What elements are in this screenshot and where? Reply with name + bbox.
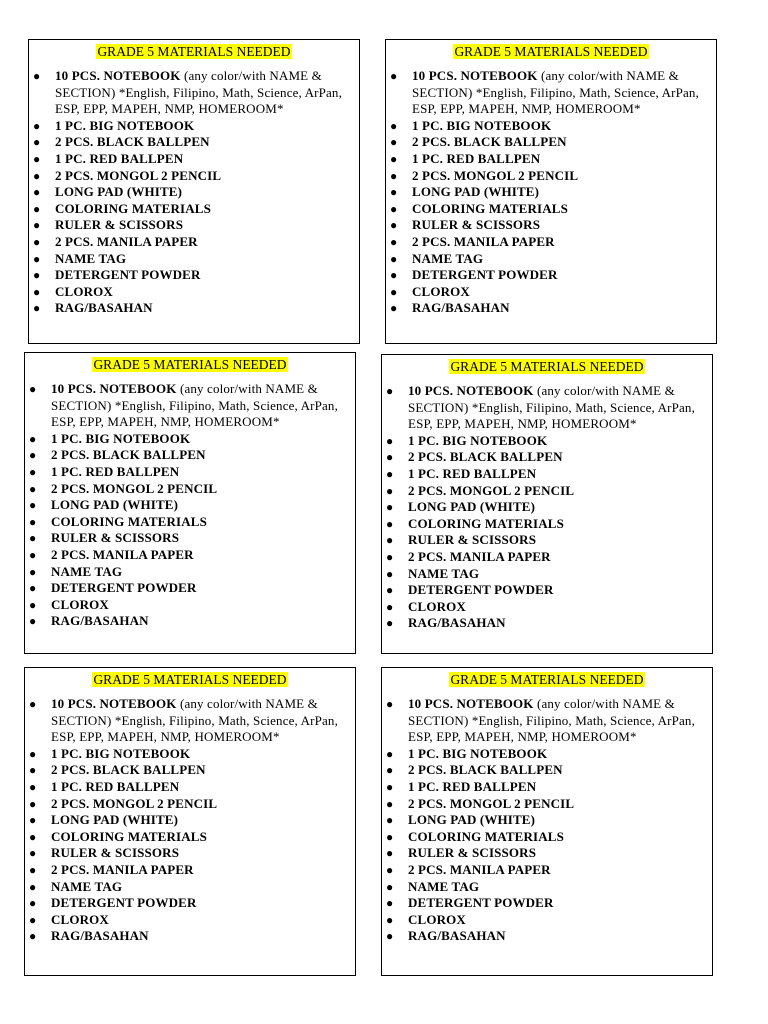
- list-item: ● LONG PAD (WHITE): [29, 812, 179, 828]
- list-item: ● 1 PC. BIG NOTEBOOK: [390, 117, 552, 133]
- list-item: ● RAG/BASAHAN: [386, 928, 506, 944]
- bullet-dot-icon: ●: [29, 763, 37, 778]
- list-item: ● RULER & SCISSORS: [29, 845, 180, 861]
- bullet-dot-icon: ●: [29, 929, 37, 944]
- bullet-dot-icon: ●: [386, 796, 394, 811]
- bullet-dot-icon: ●: [29, 431, 37, 446]
- list-item: ● 1 PC. RED BALLPEN: [386, 465, 537, 481]
- bullet-dot-icon: ●: [33, 135, 41, 150]
- list-item: ● NAME TAG: [386, 878, 480, 894]
- bullet-dot-icon: ●: [386, 533, 394, 548]
- bullet-dot-icon: ●: [29, 531, 37, 546]
- bullet-dot-icon: ●: [29, 514, 37, 529]
- materials-card-1: [28, 39, 360, 344]
- list-item: ● 10 PCS. NOTEBOOK (any color/with NAME & SECTION) *English, Filipino, Math, Science, ArPan, ESP, EPP, MAPEH, NMP, HOMEROOM*: [29, 696, 338, 745]
- bullet-dot-icon: ●: [29, 448, 37, 463]
- list-item: ● DETERGENT POWDER: [390, 267, 558, 283]
- list-item: ● DETERGENT POWDER: [386, 582, 554, 598]
- list-item: ● RULER & SCISSORS: [390, 217, 541, 233]
- bullet-dot-icon: ●: [386, 450, 394, 465]
- materials-card-4: [381, 354, 713, 654]
- list-item: ● DETERGENT POWDER: [29, 580, 197, 596]
- list-item: ● NAME TAG: [33, 250, 127, 266]
- list-item: ● 2 PCS. MONGOL 2 PENCIL: [29, 480, 218, 496]
- card-title: GRADE 5 MATERIALS NEEDED: [97, 44, 291, 59]
- list-item: ● 2 PCS. BLACK BALLPEN: [386, 449, 563, 465]
- bullet-dot-icon: ●: [386, 466, 394, 481]
- bullet-dot-icon: ●: [33, 185, 41, 200]
- bullet-dot-icon: ●: [386, 912, 394, 927]
- list-item: ● 1 PC. BIG NOTEBOOK: [386, 745, 548, 761]
- bullet-dot-icon: ●: [29, 779, 37, 794]
- bullet-dot-icon: ●: [390, 234, 398, 249]
- list-item: ● 1 PC. RED BALLPEN: [390, 150, 541, 166]
- list-item: ● 10 PCS. NOTEBOOK (any color/with NAME & SECTION) *English, Filipino, Math, Science, ArPan, ESP, EPP, MAPEH, NMP, HOMEROOM*: [33, 68, 342, 117]
- materials-list: [25, 381, 355, 630]
- card-title: GRADE 5 MATERIALS NEEDED: [450, 359, 644, 374]
- bullet-dot-icon: ●: [390, 69, 398, 83]
- materials-card-2: [385, 39, 717, 344]
- bullet-dot-icon: ●: [29, 846, 37, 861]
- list-item: ● LONG PAD (WHITE): [29, 497, 179, 513]
- list-item: ● 2 PCS. BLACK BALLPEN: [33, 134, 210, 150]
- bullet-dot-icon: ●: [33, 251, 41, 266]
- bullet-dot-icon: ●: [29, 912, 37, 927]
- list-item: ● 1 PC. BIG NOTEBOOK: [29, 745, 191, 761]
- bullet-dot-icon: ●: [386, 483, 394, 498]
- bullet-dot-icon: ●: [29, 829, 37, 844]
- bullet-dot-icon: ●: [33, 201, 41, 216]
- materials-card-3: [24, 352, 356, 654]
- bullet-dot-icon: ●: [29, 896, 37, 911]
- bullet-dot-icon: ●: [386, 433, 394, 448]
- bullet-dot-icon: ●: [390, 185, 398, 200]
- bullet-dot-icon: ●: [390, 151, 398, 166]
- list-item: ● RAG/BASAHAN: [390, 300, 510, 316]
- bullet-dot-icon: ●: [386, 862, 394, 877]
- bullet-dot-icon: ●: [390, 301, 398, 316]
- list-item: ● RAG/BASAHAN: [33, 300, 153, 316]
- bullet-dot-icon: ●: [29, 862, 37, 877]
- bullet-dot-icon: ●: [390, 218, 398, 233]
- list-item: ● COLORING MATERIALS: [29, 828, 207, 844]
- materials-card-5: [24, 667, 356, 976]
- card-title: GRADE 5 MATERIALS NEEDED: [450, 672, 644, 687]
- list-item: ● COLORING MATERIALS: [29, 513, 207, 529]
- materials-list: [382, 696, 712, 945]
- list-item: ● 2 PCS. MANILA PAPER: [33, 233, 198, 249]
- list-item: ● DETERGENT POWDER: [33, 267, 201, 283]
- bullet-dot-icon: ●: [29, 547, 37, 562]
- bullet-dot-icon: ●: [386, 583, 394, 598]
- bullet-dot-icon: ●: [33, 234, 41, 249]
- list-item: ● 2 PCS. MANILA PAPER: [386, 548, 551, 564]
- bullet-dot-icon: ●: [29, 813, 37, 828]
- list-item: ● NAME TAG: [390, 250, 484, 266]
- materials-list: [382, 383, 712, 632]
- bullet-dot-icon: ●: [386, 929, 394, 944]
- list-item: ● NAME TAG: [29, 878, 123, 894]
- list-item: ● 1 PC. BIG NOTEBOOK: [386, 432, 548, 448]
- list-item: ● CLOROX: [386, 598, 466, 614]
- list-item: ● RAG/BASAHAN: [29, 613, 149, 629]
- bullet-dot-icon: ●: [29, 796, 37, 811]
- list-item: ● 2 PCS. MONGOL 2 PENCIL: [386, 482, 575, 498]
- list-item: ● CLOROX: [29, 911, 109, 927]
- bullet-dot-icon: ●: [29, 581, 37, 596]
- materials-list: [386, 68, 716, 317]
- list-item: ● LONG PAD (WHITE): [390, 184, 540, 200]
- bullet-dot-icon: ●: [386, 599, 394, 614]
- list-item: ● CLOROX: [33, 283, 113, 299]
- list-item: ● 1 PC. BIG NOTEBOOK: [29, 430, 191, 446]
- list-item: ● COLORING MATERIALS: [386, 828, 564, 844]
- list-item: ● CLOROX: [390, 283, 470, 299]
- list-item: ● 1 PC. RED BALLPEN: [29, 463, 180, 479]
- bullet-dot-icon: ●: [29, 498, 37, 513]
- bullet-dot-icon: ●: [386, 746, 394, 761]
- bullet-dot-icon: ●: [390, 201, 398, 216]
- bullet-dot-icon: ●: [386, 829, 394, 844]
- bullet-dot-icon: ●: [386, 616, 394, 631]
- bullet-dot-icon: ●: [29, 879, 37, 894]
- card-title: GRADE 5 MATERIALS NEEDED: [93, 672, 287, 687]
- bullet-dot-icon: ●: [386, 896, 394, 911]
- bullet-dot-icon: ●: [390, 251, 398, 266]
- list-item: ● LONG PAD (WHITE): [33, 184, 183, 200]
- bullet-dot-icon: ●: [386, 697, 394, 711]
- bullet-dot-icon: ●: [386, 566, 394, 581]
- list-item: ● 2 PCS. BLACK BALLPEN: [29, 447, 206, 463]
- list-item: ● RAG/BASAHAN: [29, 928, 149, 944]
- bullet-dot-icon: ●: [390, 118, 398, 133]
- list-item: ● COLORING MATERIALS: [33, 200, 211, 216]
- bullet-dot-icon: ●: [29, 564, 37, 579]
- bullet-dot-icon: ●: [386, 846, 394, 861]
- list-item: ● 2 PCS. BLACK BALLPEN: [29, 762, 206, 778]
- list-item: ● 2 PCS. MANILA PAPER: [29, 861, 194, 877]
- card-title: GRADE 5 MATERIALS NEEDED: [454, 44, 648, 59]
- list-item: ● RULER & SCISSORS: [386, 845, 537, 861]
- list-item: ● LONG PAD (WHITE): [386, 812, 536, 828]
- bullet-dot-icon: ●: [390, 168, 398, 183]
- bullet-dot-icon: ●: [386, 384, 394, 398]
- list-item: ● 2 PCS. MANILA PAPER: [390, 233, 555, 249]
- list-item: ● COLORING MATERIALS: [386, 515, 564, 531]
- bullet-dot-icon: ●: [33, 284, 41, 299]
- bullet-dot-icon: ●: [33, 118, 41, 133]
- list-item: ● NAME TAG: [29, 563, 123, 579]
- bullet-dot-icon: ●: [33, 218, 41, 233]
- list-item: ● RAG/BASAHAN: [386, 615, 506, 631]
- list-item: ● LONG PAD (WHITE): [386, 499, 536, 515]
- list-item: ● RULER & SCISSORS: [29, 530, 180, 546]
- list-item: ● 2 PCS. MONGOL 2 PENCIL: [33, 167, 222, 183]
- list-item: ● 2 PCS. MONGOL 2 PENCIL: [386, 795, 575, 811]
- materials-card-6: [381, 667, 713, 976]
- list-item: ● 10 PCS. NOTEBOOK (any color/with NAME & SECTION) *English, Filipino, Math, Science, ArPan, ESP, EPP, MAPEH, NMP, HOMEROOM*: [390, 68, 699, 117]
- list-item: ● DETERGENT POWDER: [29, 895, 197, 911]
- list-item: ● RULER & SCISSORS: [33, 217, 184, 233]
- list-item: ● 2 PCS. BLACK BALLPEN: [386, 762, 563, 778]
- bullet-dot-icon: ●: [33, 151, 41, 166]
- bullet-dot-icon: ●: [29, 481, 37, 496]
- list-item: ● 2 PCS. MONGOL 2 PENCIL: [29, 795, 218, 811]
- list-item: ● 1 PC. RED BALLPEN: [33, 150, 184, 166]
- bullet-dot-icon: ●: [29, 614, 37, 629]
- materials-list: [29, 68, 359, 317]
- bullet-dot-icon: ●: [29, 464, 37, 479]
- bullet-dot-icon: ●: [390, 268, 398, 283]
- list-item: ● DETERGENT POWDER: [386, 895, 554, 911]
- bullet-dot-icon: ●: [33, 69, 41, 83]
- bullet-dot-icon: ●: [29, 746, 37, 761]
- card-title: GRADE 5 MATERIALS NEEDED: [93, 357, 287, 372]
- list-item: ● COLORING MATERIALS: [390, 200, 568, 216]
- bullet-dot-icon: ●: [29, 697, 37, 711]
- bullet-dot-icon: ●: [386, 763, 394, 778]
- bullet-dot-icon: ●: [33, 301, 41, 316]
- bullet-dot-icon: ●: [386, 500, 394, 515]
- list-item: ● 2 PCS. MANILA PAPER: [29, 546, 194, 562]
- bullet-dot-icon: ●: [386, 549, 394, 564]
- list-item: ● CLOROX: [386, 911, 466, 927]
- bullet-dot-icon: ●: [386, 879, 394, 894]
- list-item: ● RULER & SCISSORS: [386, 532, 537, 548]
- list-item: ● CLOROX: [29, 596, 109, 612]
- list-item: ● 1 PC. RED BALLPEN: [386, 778, 537, 794]
- list-item: ● 10 PCS. NOTEBOOK (any color/with NAME & SECTION) *English, Filipino, Math, Science, ArPan, ESP, EPP, MAPEH, NMP, HOMEROOM*: [386, 696, 695, 745]
- bullet-dot-icon: ●: [33, 268, 41, 283]
- bullet-dot-icon: ●: [29, 382, 37, 396]
- list-item: ● 10 PCS. NOTEBOOK (any color/with NAME & SECTION) *English, Filipino, Math, Science, ArPan, ESP, EPP, MAPEH, NMP, HOMEROOM*: [386, 383, 695, 432]
- materials-list: [25, 696, 355, 945]
- bullet-dot-icon: ●: [386, 813, 394, 828]
- list-item: ● 10 PCS. NOTEBOOK (any color/with NAME & SECTION) *English, Filipino, Math, Science, ArPan, ESP, EPP, MAPEH, NMP, HOMEROOM*: [29, 381, 338, 430]
- list-item: ● 1 PC. BIG NOTEBOOK: [33, 117, 195, 133]
- bullet-dot-icon: ●: [33, 168, 41, 183]
- bullet-dot-icon: ●: [390, 284, 398, 299]
- list-item: ● NAME TAG: [386, 565, 480, 581]
- bullet-dot-icon: ●: [29, 597, 37, 612]
- list-item: ● 2 PCS. MONGOL 2 PENCIL: [390, 167, 579, 183]
- bullet-dot-icon: ●: [386, 779, 394, 794]
- list-item: ● 2 PCS. BLACK BALLPEN: [390, 134, 567, 150]
- list-item: ● 1 PC. RED BALLPEN: [29, 778, 180, 794]
- bullet-dot-icon: ●: [386, 516, 394, 531]
- list-item: ● 2 PCS. MANILA PAPER: [386, 861, 551, 877]
- bullet-dot-icon: ●: [390, 135, 398, 150]
